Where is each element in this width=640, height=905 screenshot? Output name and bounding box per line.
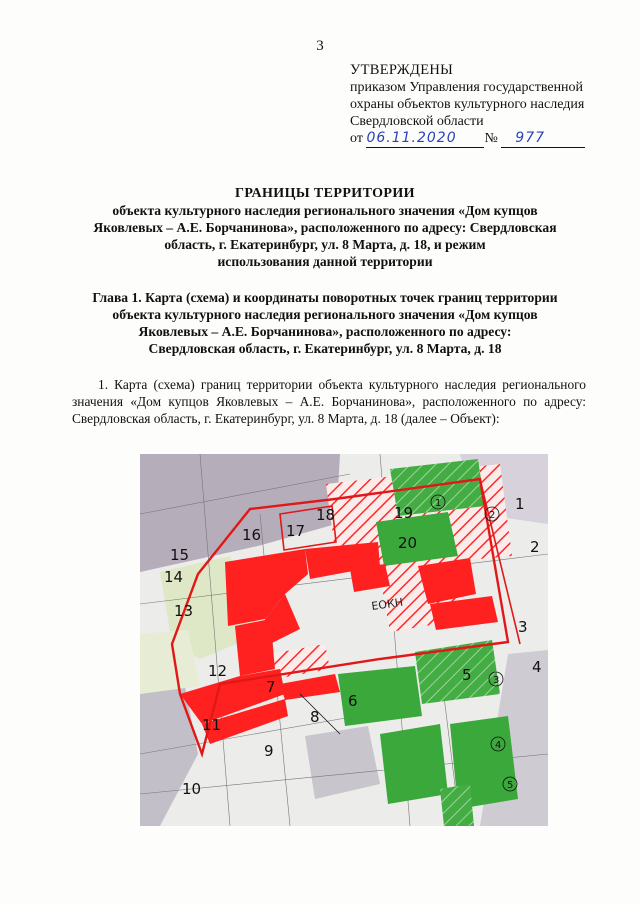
point-label: 19 [394, 504, 414, 522]
point-label: 5 [462, 666, 472, 684]
page-number: 3 [316, 38, 324, 54]
point-label: 11 [202, 716, 222, 734]
point-label: 13 [174, 602, 194, 620]
protection-zone [380, 724, 448, 804]
approval-line: охраны объектов культурного наследия [350, 97, 585, 112]
heading-line: область, г. Екатеринбург, ул. 8 Марта, д. 18, и режим [164, 237, 486, 252]
approval-date-line [350, 130, 620, 148]
protection-zone [440, 784, 474, 826]
point-label: 2 [530, 538, 540, 556]
number-field [501, 130, 585, 148]
paragraph-text: 1. Карта (схема) границ территории объекта культурного наследия регионального значения «Дом купцов Яковлевых – А.Е. Борчанинова», расположенного по адресу: Свердловская область, г. Екатеринбург, ул. 8 Марта, д. 18 (далее – Объект): [72, 377, 586, 426]
number-prefix: № [484, 131, 498, 146]
point-label: 9 [264, 742, 274, 760]
boundary-map [140, 454, 548, 826]
point-label: 7 [266, 678, 276, 696]
heading-line: объекта культурного наследия регионального значения «Дом купцов [112, 203, 538, 218]
circled-label: 5 [507, 780, 514, 791]
chapter-heading [60, 289, 590, 357]
approval-line: Свердловской области [350, 114, 484, 129]
circled-label: 2 [489, 510, 496, 521]
document-heading [60, 185, 590, 270]
object-label: ЕОКН [370, 595, 404, 613]
point-label: 8 [310, 708, 320, 726]
approval-line: приказом Управления государственной [350, 80, 584, 95]
chapter-line: объекта культурного наследия регионального значения «Дом купцов [112, 307, 538, 322]
point-label: 4 [532, 658, 542, 676]
point-label: 3 [518, 618, 528, 636]
heading-line: использования данной территории [217, 254, 433, 269]
point-label: 20 [398, 534, 418, 552]
chapter-line: Свердловская область, г. Екатеринбург, ул. 8 Марта, д. 18 [148, 341, 502, 356]
date-prefix: от [350, 131, 363, 146]
point-label: 10 [182, 780, 202, 798]
body-paragraph [72, 376, 586, 427]
heading-title: ГРАНИЦЫ ТЕРРИТОРИИ [235, 186, 415, 201]
handwritten-date: 06.11.2020 [366, 130, 457, 146]
map-svg [140, 454, 548, 826]
chapter-line: Глава 1. Карта (схема) и координаты поворотных точек границ территории [92, 290, 558, 305]
handwritten-number: 977 [515, 130, 546, 146]
circled-label: 3 [493, 675, 500, 686]
circled-label: 1 [435, 498, 442, 509]
point-label: 18 [316, 506, 336, 524]
point-label: 14 [164, 568, 184, 586]
point-label: 15 [170, 546, 190, 564]
point-label: 17 [286, 522, 306, 540]
circled-label: 4 [495, 740, 502, 751]
point-label: 6 [348, 692, 358, 710]
approval-title: УТВЕРЖДЕНЫ [350, 62, 454, 78]
approval-stamp [350, 62, 620, 148]
heading-line: Яковлевых – А.Е. Борчанинова», расположенного по адресу: Свердловская [93, 220, 557, 235]
date-field [366, 130, 484, 148]
point-label: 12 [208, 662, 228, 680]
chapter-line: Яковлевых – А.Е. Борчанинова», расположенного по адресу: [138, 324, 512, 339]
point-label: 1 [515, 495, 525, 513]
point-label: 16 [242, 526, 262, 544]
